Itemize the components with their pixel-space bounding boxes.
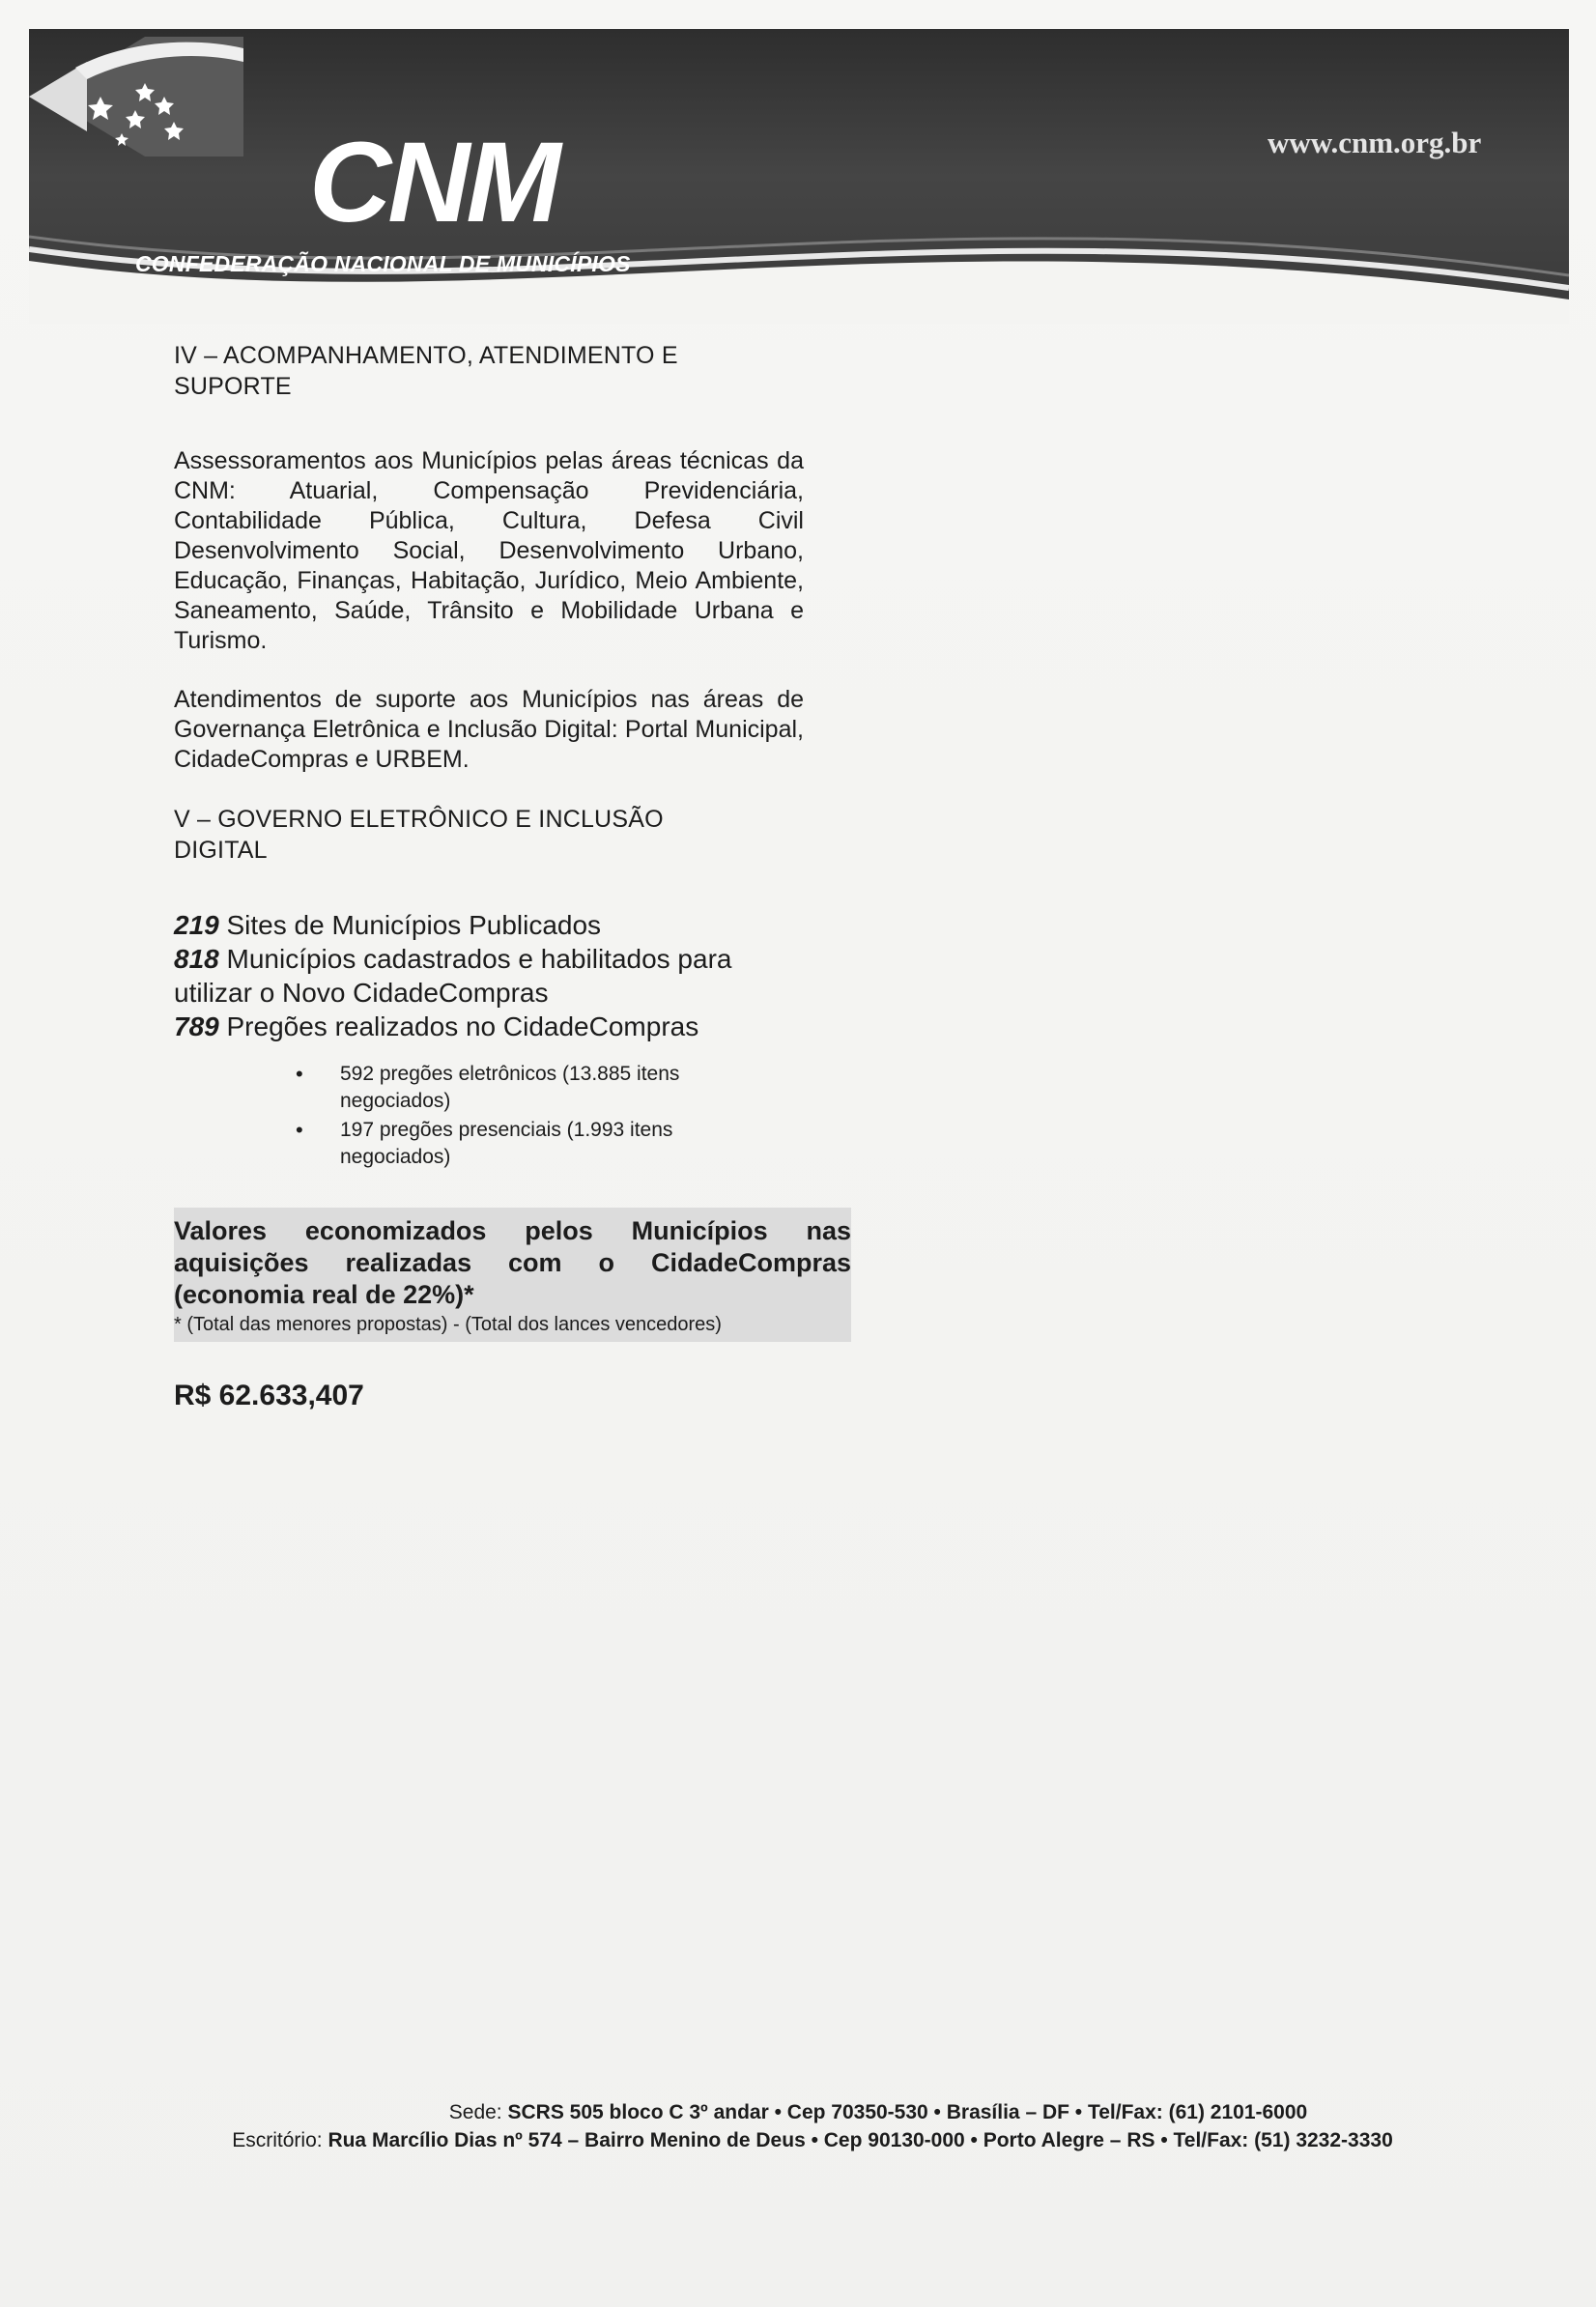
- stats-list: [174, 908, 850, 1043]
- escritorio-label: Escritório:: [232, 2129, 323, 2151]
- stat-item: [174, 1010, 850, 1043]
- footer-escritorio: [0, 2126, 1596, 2154]
- section-iv-paragraph-2: Atendimentos de suporte aos Municípios nas áreas de Governança Eletrônica e Inclusão Digital: Portal Municipal, CidadeCompras e URBEM.: [174, 686, 804, 773]
- logo-wordmark: CNM: [309, 119, 557, 246]
- stat-item: [174, 908, 850, 942]
- header-banner: [29, 29, 1569, 324]
- section-iv-heading: IV – ACOMPANHAMENTO, ATENDIMENTO E SUPORTE: [174, 342, 678, 400]
- bullet-list: [174, 1061, 850, 1171]
- stat-text: Municípios cadastrados e habilitados para utilizar o Novo CidadeCompras: [174, 944, 732, 1008]
- bullet-item: • 197 pregões presenciais (1.993 itens negociados): [340, 1117, 746, 1171]
- savings-highlight-box: [174, 1208, 851, 1342]
- sede-label: Sede:: [448, 2101, 502, 2123]
- stat-text: Pregões realizados no CidadeCompras: [226, 1011, 699, 1041]
- savings-amount: R$ 62.633,407: [174, 1380, 364, 1411]
- stat-item: [174, 942, 792, 1010]
- stat-number: 789: [174, 1011, 219, 1041]
- escritorio-address: Rua Marcílio Dias nº 574 – Bairro Menino de Deus • Cep 90130-000 • Porto Alegre – RS • Tel/Fax: (51) 3232-3330: [328, 2129, 1393, 2151]
- footer-sede: [0, 2098, 1596, 2126]
- website-url[interactable]: www.cnm.org.br: [1268, 126, 1482, 159]
- savings-description: Valores economizados pelos Municípios nas aquisições realizadas com o CidadeCompras (economia real de 22%)*: [174, 1216, 851, 1309]
- main-content: [174, 340, 850, 1410]
- footer-address: [0, 2098, 1596, 2154]
- sede-address: SCRS 505 bloco C 3º andar • Cep 70350-530 • Brasília – DF • Tel/Fax: (61) 2101-6000: [507, 2101, 1308, 2123]
- section-iv-paragraph-1: Assessoramentos aos Municípios pelas áreas técnicas da CNM: Atuarial, Compensação Previdenciária, Contabilidade Pública, Cultura, Defesa Civil Desenvolvimento Social, Desenvolvimento Urbano, Educação, Finanças, Habitação, Jurídico, Meio Ambiente, Saneamento, Saúde, Trânsito e Mobilidade Urbana e Turismo.: [174, 447, 804, 654]
- organization-name: CONFEDERAÇÃO NACIONAL DE MUNICÍPIOS: [135, 251, 631, 276]
- stat-number: 818: [174, 944, 219, 974]
- cnm-logo-emblem-icon: [29, 29, 261, 164]
- stat-number: 219: [174, 910, 219, 940]
- bullet-item: • 592 pregões eletrônicos (13.885 itens negociados): [340, 1061, 746, 1115]
- stat-text: Sites de Municípios Publicados: [226, 910, 602, 940]
- savings-footnote: * (Total das menores propostas) - (Total dos lances vencedores): [174, 1314, 722, 1335]
- section-v-heading: V – GOVERNO ELETRÔNICO E INCLUSÃO DIGITAL: [174, 806, 664, 864]
